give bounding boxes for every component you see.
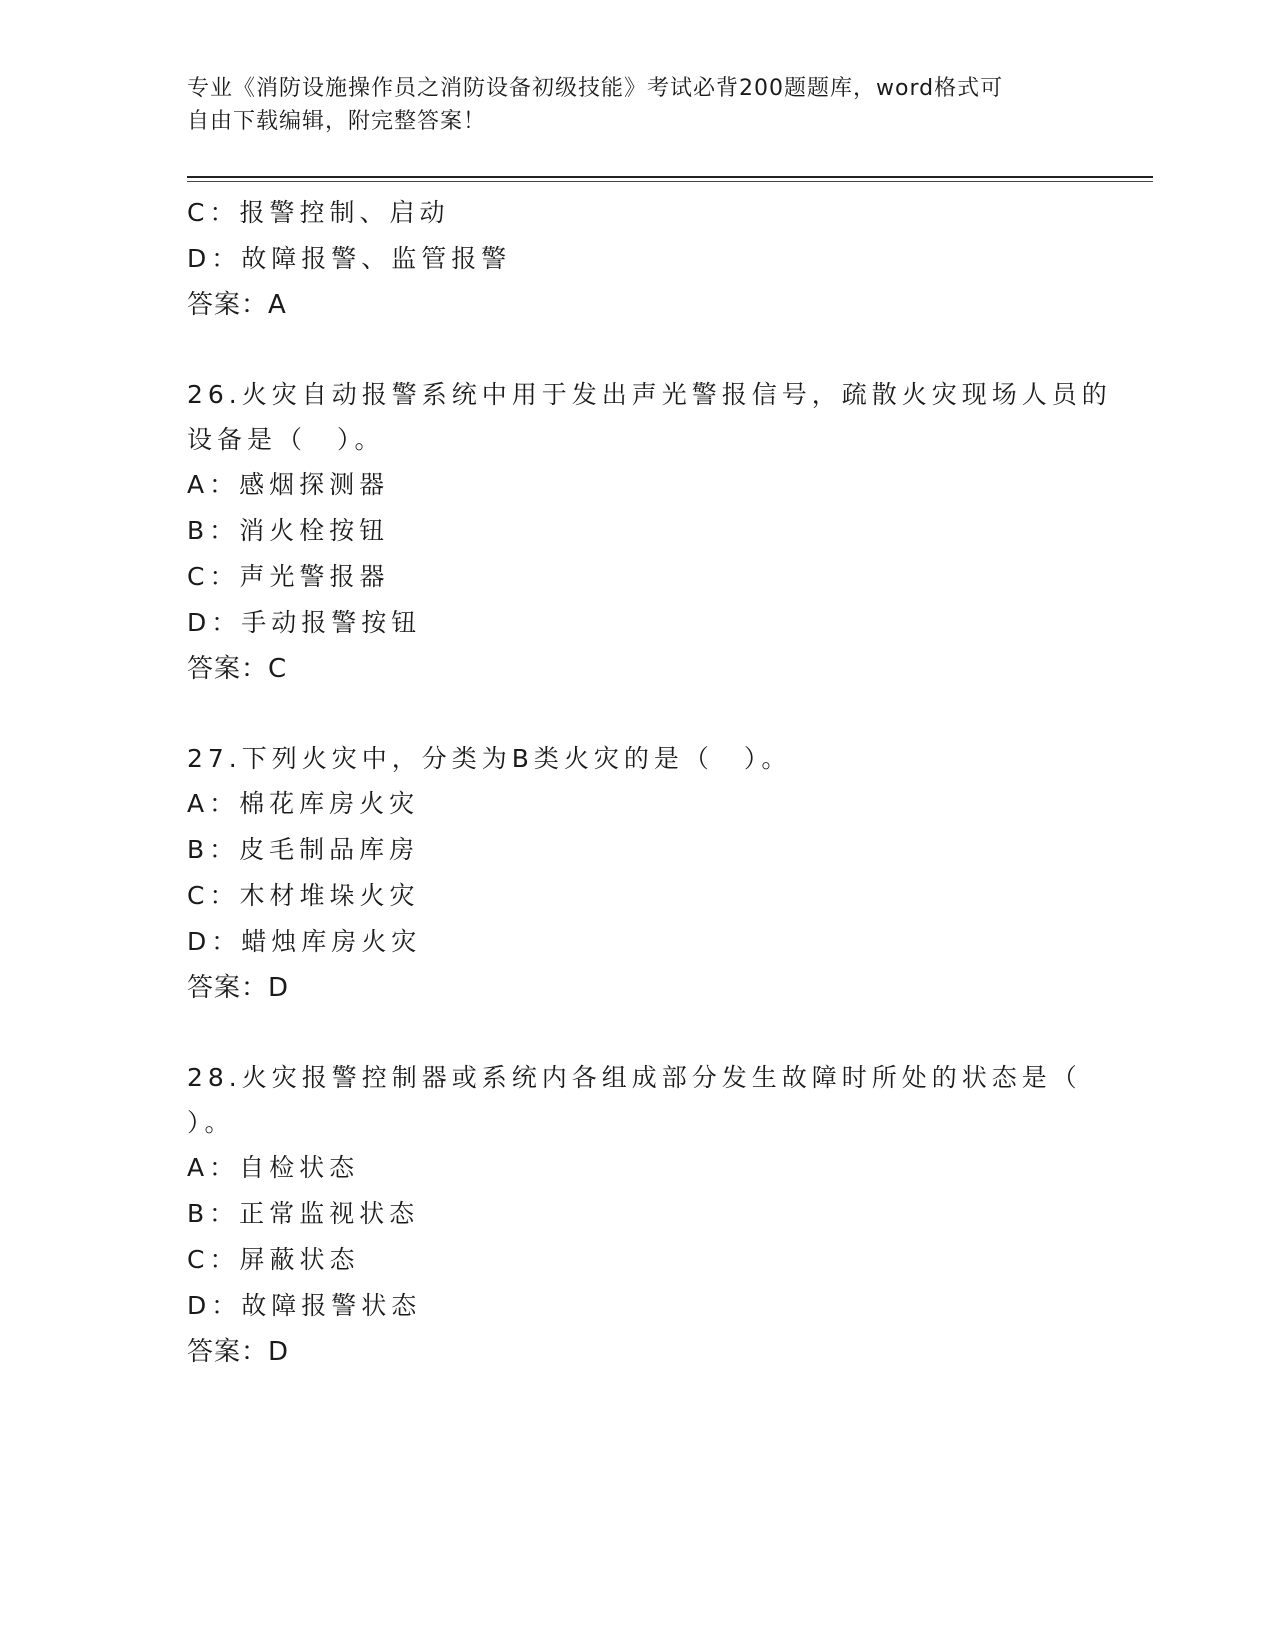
option-d: D：故障报警状态 (187, 1291, 422, 1320)
spacer (187, 692, 1087, 736)
question-block-25-tail (187, 190, 1087, 328)
answer-line: 答案：C (187, 654, 288, 684)
document-header (187, 72, 1087, 138)
spacer (187, 328, 1087, 372)
option-b: B：皮毛制品库房 (187, 835, 420, 864)
option-a: A：感烟探测器 (187, 470, 390, 499)
option-b: B：消火栓按钮 (187, 516, 390, 545)
option-c: C：木材堆垛火灾 (187, 881, 420, 910)
header-line-2: 自由下载编辑，附完整答案！ (187, 109, 487, 134)
option-a: A：自检状态 (187, 1153, 360, 1182)
question-text: 26.火灾自动报警系统中用于发出声光警报信号，疏散火灾现场人员的 (187, 380, 1112, 409)
option-c: C：报警控制、启动 (187, 198, 450, 227)
answer-line: 答案：D (187, 1337, 290, 1367)
answer-line: 答案：A (187, 290, 287, 320)
answer-line: 答案：D (187, 973, 290, 1003)
option-d: D：故障报警、监管报警 (187, 244, 512, 273)
question-list (187, 190, 1112, 1375)
header-divider-thick (187, 176, 1153, 178)
option-c: C：屏蔽状态 (187, 1245, 360, 1274)
question-block-27 (187, 736, 1087, 1011)
option-c: C：声光警报器 (187, 562, 390, 591)
header-line-1: 专业《消防设施操作员之消防设备初级技能》考试必背200题题库，word格式可 (187, 76, 1004, 101)
question-text: 28.火灾报警控制器或系统内各组成部分发生故障时所处的状态是（ (187, 1063, 1082, 1092)
question-block-26 (187, 372, 1112, 692)
question-text-continued: 设备是（ ）。 (187, 425, 385, 454)
option-d: D：蜡烛库房火灾 (187, 927, 422, 956)
spacer (187, 1011, 1087, 1055)
header-divider-thin (187, 181, 1153, 182)
question-text-continued: ）。 (187, 1108, 235, 1137)
question-text: 27.下列火灾中，分类为B类火灾的是（ ）。 (187, 744, 792, 773)
option-b: B：正常监视状态 (187, 1199, 420, 1228)
option-d: D：手动报警按钮 (187, 608, 422, 637)
question-block-28 (187, 1055, 1087, 1375)
option-a: A：棉花库房火灾 (187, 789, 420, 818)
